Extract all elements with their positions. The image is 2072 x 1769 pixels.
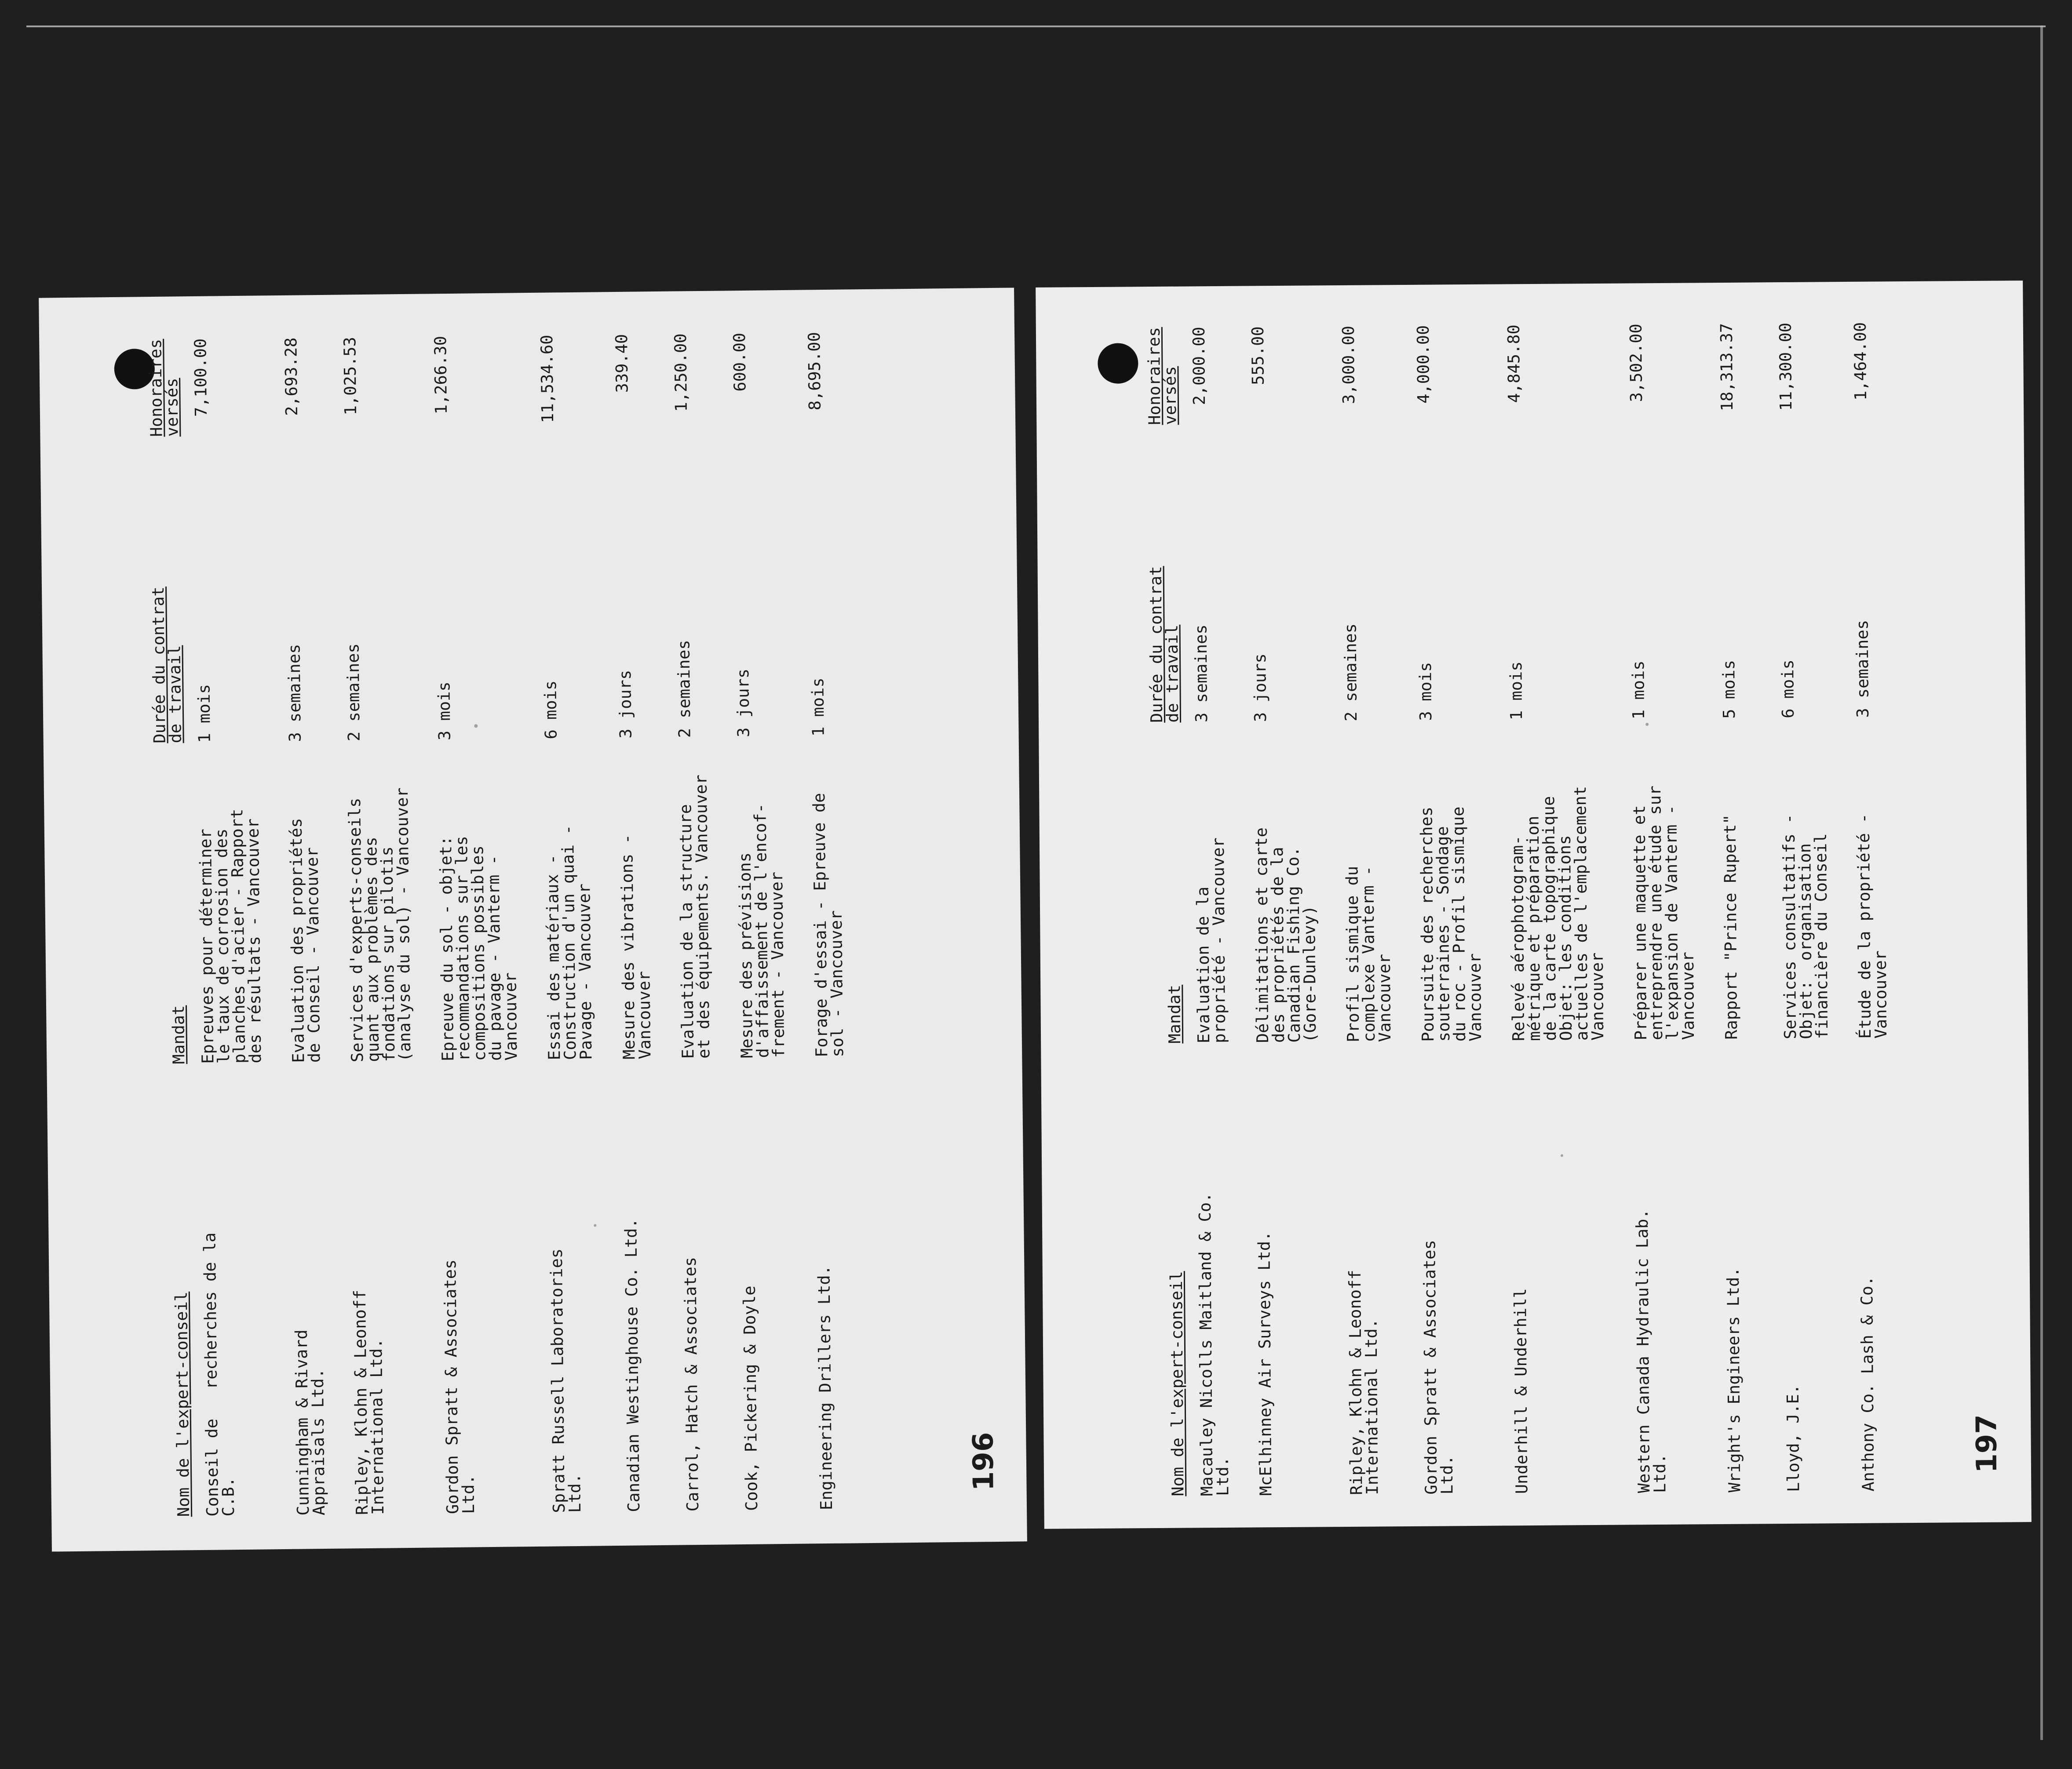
table-row bbox=[539, 326, 599, 1513]
consultant-name: Wright's Engineers Ltd. bbox=[1723, 1267, 1744, 1492]
mandate-text: Rapport "Prince Rupert" bbox=[1720, 814, 1741, 1040]
mandate-text: Evaluation de la propriété - Vancouver bbox=[1193, 837, 1229, 1044]
consultant-name: Macauley Nicolls Maitland & Co. Ltd. bbox=[1195, 1192, 1232, 1496]
fees-paid: 1,266.30 bbox=[431, 335, 451, 415]
table-header bbox=[1072, 318, 1186, 1497]
fees-paid: 1,250.00 bbox=[671, 333, 691, 412]
fees-paid: 600.00 bbox=[730, 332, 750, 392]
fees-paid: 11,300.00 bbox=[1776, 322, 1795, 411]
contract-duration: 6 mois bbox=[1778, 659, 1798, 719]
contract-duration: 3 semaines bbox=[285, 644, 305, 742]
mandate-text: Evaluation de la structure et des équipements. Vancouver bbox=[676, 774, 714, 1059]
mandate-text: Profil sismique du complexe Vanterm - Vancouver bbox=[1342, 866, 1394, 1043]
contract-duration: 3 mois bbox=[1415, 662, 1435, 721]
contract-duration: 2 semaines bbox=[1341, 623, 1361, 722]
fees-paid: 339.40 bbox=[612, 334, 632, 393]
consultant-name: Cunningham & Rivard Appraisals Ltd. bbox=[292, 1329, 329, 1516]
consultant-name: Western Canada Hydraulic Lab. Ltd. bbox=[1632, 1209, 1669, 1493]
consultant-name: Lloyd, J.E. bbox=[1783, 1384, 1803, 1492]
mandate-text: Epreuves pour déterminer le taux de corrosion des planches d'acier - Rapport des résultats - Vancouver bbox=[196, 808, 265, 1064]
page-number: 196 bbox=[967, 1432, 1000, 1491]
consultant-name: Canadian Westinghouse Co. Ltd. bbox=[621, 1218, 644, 1512]
table-row bbox=[614, 325, 658, 1512]
table-row bbox=[673, 324, 717, 1512]
header-duration: Durée du contrat de travail bbox=[1146, 566, 1182, 723]
consultant-name: Engineering Drillers Ltd. bbox=[814, 1265, 836, 1511]
consultant-name: Conseil de recherches de la C.B. bbox=[200, 1232, 238, 1517]
header-consultant: Nom de l'expert-conseil bbox=[171, 1291, 193, 1517]
mandate-text: Relevé aérophotogram- métrique et préparation de la carte topographique Objet: les conditions actuelles de l'emplacement Vancouver bbox=[1507, 786, 1607, 1041]
fees-paid: 4,845.80 bbox=[1504, 324, 1524, 403]
contract-duration: 1 mois bbox=[194, 684, 214, 743]
contract-duration: 1 mois bbox=[1506, 661, 1526, 721]
fees-paid: 2,693.28 bbox=[281, 337, 301, 416]
contract-duration: 1 mois bbox=[808, 677, 828, 737]
table-row bbox=[1628, 314, 1700, 1493]
mandate-text: Mesure des vibrations - Vancouver bbox=[617, 834, 655, 1059]
fees-paid: 1,464.00 bbox=[1850, 322, 1870, 401]
table-row bbox=[433, 326, 524, 1514]
table-header bbox=[74, 330, 192, 1518]
mandate-text: Epreuve du sol - objet: recommandations sur les compositions possibles du pavage - Vanterm - Vancouver bbox=[436, 836, 521, 1062]
table-row bbox=[732, 324, 792, 1511]
contract-duration: 3 jours bbox=[733, 668, 753, 738]
consultant-name: McElhinney Air Surveys Ltd. bbox=[1254, 1231, 1275, 1496]
table-row bbox=[1191, 318, 1231, 1496]
consultant-table bbox=[1191, 313, 1919, 1496]
contract-duration: 5 mois bbox=[1719, 660, 1739, 719]
fees-paid: 1,025.53 bbox=[340, 337, 360, 415]
table-row bbox=[1340, 317, 1396, 1495]
contract-duration: 3 mois bbox=[434, 681, 454, 741]
table-row bbox=[1852, 313, 1892, 1491]
mandate-text: Forage d'essai - Epreuve de sol - Vancouver bbox=[810, 793, 847, 1058]
document-page-196 bbox=[39, 288, 1027, 1551]
consultant-name: Ripley, Klohn & Leonoff International Ltd. bbox=[1345, 1270, 1382, 1495]
mandate-text: Evaluation des propriétés de Conseil - Vancouver bbox=[286, 818, 324, 1063]
fees-paid: 4,000.00 bbox=[1413, 325, 1433, 404]
contract-duration: 3 semaines bbox=[1852, 619, 1872, 718]
contract-duration: 6 mois bbox=[541, 680, 561, 739]
consultant-name: Anthony Co. Lash & Co. bbox=[1857, 1276, 1878, 1492]
mandate-text: Services consultatifs - Objet: organisation financière du Conseil bbox=[1779, 814, 1831, 1040]
page-number: 197 bbox=[1970, 1414, 2003, 1474]
fees-paid: 7,100.00 bbox=[191, 338, 211, 417]
header-consultant: Nom de l'expert-conseil bbox=[1167, 1271, 1187, 1496]
scan-top-edge bbox=[26, 25, 2046, 27]
fees-paid: 3,502.00 bbox=[1626, 324, 1646, 402]
header-mandate: Mandat bbox=[1164, 984, 1184, 1044]
mandate-text: Mesure des prévisions d'affaissement de l'encof- frement - Vancouver bbox=[735, 803, 788, 1059]
table-row bbox=[1777, 313, 1833, 1492]
consultant-name: Underhill & Underhill bbox=[1510, 1288, 1531, 1494]
consultant-name: Carrol, Hatch & Associates bbox=[681, 1256, 703, 1512]
table-row bbox=[193, 329, 268, 1517]
contract-duration: 2 semaines bbox=[674, 640, 694, 738]
mandate-text: Préparer une maquette et entreprendre une étude sur l'expansion de Vanterm - Vancouver bbox=[1629, 785, 1698, 1041]
consultant-name: Gordon Spratt & Associates Ltd. bbox=[441, 1259, 478, 1514]
document-page-197 bbox=[1036, 280, 2032, 1529]
page-content-197 bbox=[1072, 313, 2003, 1497]
contract-duration: 3 jours bbox=[1250, 653, 1270, 722]
fees-paid: 11,534.60 bbox=[537, 335, 558, 423]
contract-duration: 3 jours bbox=[616, 670, 635, 739]
header-mandate: Mandat bbox=[168, 1005, 189, 1064]
contract-duration: 3 semaines bbox=[1191, 624, 1211, 723]
mandate-text: Étude de la propriété - Vancouver bbox=[1854, 813, 1890, 1039]
fees-paid: 3,000.00 bbox=[1339, 325, 1358, 404]
mandate-text: Poursuite des recherches souterraines - Sondage du roc - Profil sismique Vancouver bbox=[1416, 806, 1485, 1042]
header-fees: Honoraires versés bbox=[1144, 327, 1180, 425]
header-fees: Honoraires versés bbox=[146, 339, 182, 437]
mandate-text: Essai des matériaux - Construction d'un quai - Pavage - Vancouver bbox=[543, 825, 596, 1060]
table-row bbox=[1415, 316, 1487, 1495]
table-row bbox=[342, 328, 418, 1515]
table-row bbox=[1718, 314, 1758, 1492]
consultant-name: Ripley, Klohn & Leonoff International Ltd. bbox=[350, 1289, 388, 1515]
mandate-text: Services d'experts-conseils quant aux problèmes des fondations sur pilotis (analyse du sol) - Vancouver bbox=[345, 787, 415, 1063]
mandate-text: Délimitations et carte des propriétés de la Canadian Fishing Co. (Gore-Dunlevy) bbox=[1251, 827, 1320, 1043]
table-row bbox=[1506, 315, 1609, 1494]
fees-paid: 8,695.00 bbox=[805, 332, 824, 411]
fees-paid: 555.00 bbox=[1248, 326, 1268, 386]
contract-duration: 2 semaines bbox=[343, 643, 364, 742]
contract-duration: 1 mois bbox=[1628, 660, 1648, 720]
consultant-table bbox=[193, 323, 878, 1517]
header-duration: Durée du contrat de travail bbox=[149, 586, 185, 744]
fees-paid: 18,313.37 bbox=[1717, 323, 1736, 411]
fees-paid: 2,000.00 bbox=[1189, 327, 1209, 405]
table-row bbox=[806, 323, 850, 1511]
table-row bbox=[1250, 317, 1321, 1496]
consultant-name: Cook, Pickering & Doyle bbox=[740, 1285, 762, 1511]
table-row bbox=[283, 328, 327, 1516]
scan-right-edge bbox=[2040, 25, 2043, 1740]
consultant-name: Spratt Russell Laboratories Ltd. bbox=[547, 1248, 585, 1513]
consultant-name: Gordon Spratt & Associates Ltd. bbox=[1419, 1240, 1456, 1495]
page-content-196 bbox=[74, 321, 1000, 1518]
